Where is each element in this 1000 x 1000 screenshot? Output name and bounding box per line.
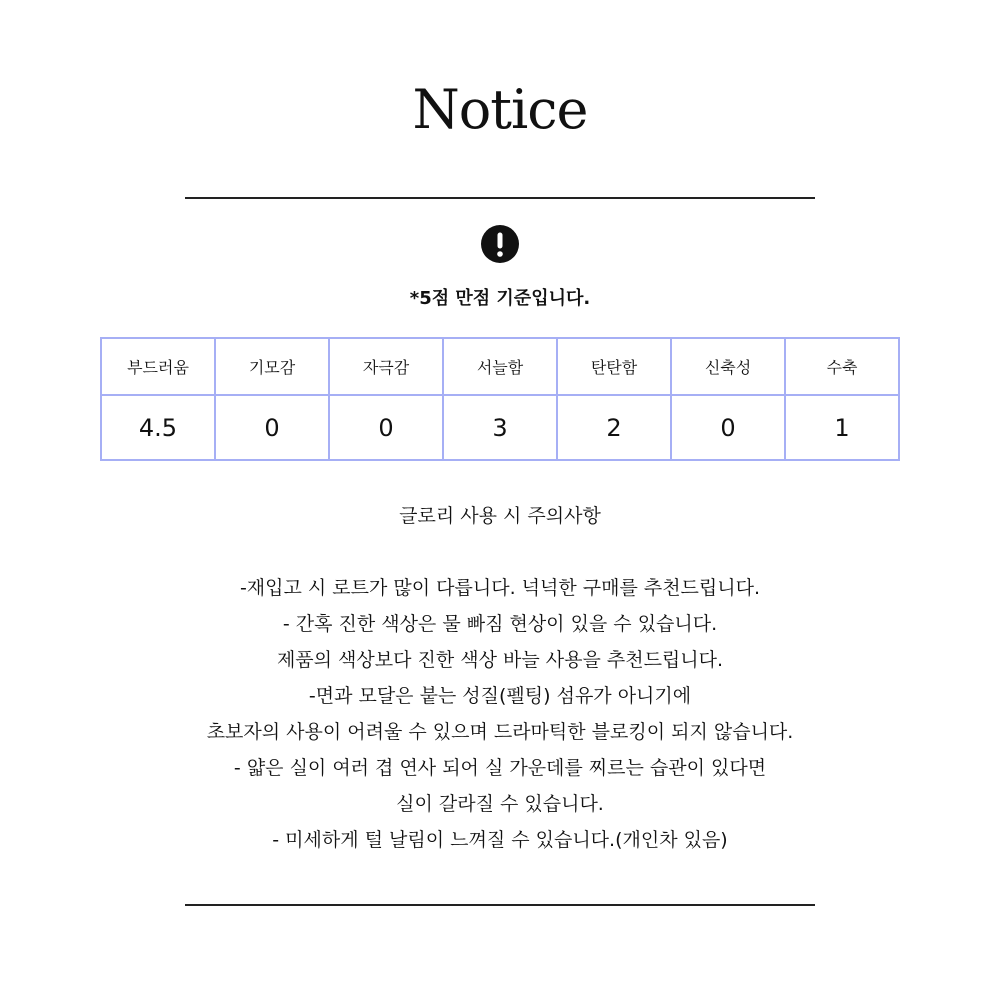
usage-note-line: 실이 갈라질 수 있습니다.: [396, 793, 604, 815]
rating-value-cell: 0: [329, 395, 443, 460]
rating-header-row: [101, 338, 899, 395]
rating-value-cell: 2: [557, 395, 671, 460]
exclamation-circle-icon: [481, 225, 519, 263]
usage-note-line: - 미세하게 털 날림이 느껴질 수 있습니다.(개인차 있음): [272, 829, 728, 851]
top-divider: [185, 197, 815, 199]
usage-notes-heading: 글로리 사용 시 주의사항: [399, 505, 601, 527]
bottom-divider: [185, 904, 815, 906]
rating-value-cell: 4.5: [101, 395, 215, 460]
rating-header-cell: 탄탄함: [557, 338, 671, 395]
rating-header-cell: 수축: [785, 338, 899, 395]
usage-note-line: - 얇은 실이 여러 겹 연사 되어 실 가운데를 찌르는 습관이 있다면: [233, 757, 767, 779]
rating-scale-note: *5점 만점 기준입니다.: [409, 288, 591, 309]
rating-value-cell: 0: [215, 395, 329, 460]
rating-value-row: [101, 395, 899, 460]
rating-header-cell: 서늘함: [443, 338, 557, 395]
rating-value-cell: 0: [671, 395, 785, 460]
rating-value-cell: 3: [443, 395, 557, 460]
usage-note-line: 초보자의 사용이 어려울 수 있으며 드라마틱한 블로킹이 되지 않습니다.: [206, 721, 794, 743]
usage-note-line: 제품의 색상보다 진한 색상 바늘 사용을 추천드립니다.: [276, 649, 724, 671]
usage-note-line: -재입고 시 로트가 많이 다릅니다. 넉넉한 구매를 추천드립니다.: [239, 577, 761, 599]
usage-note-line: - 간혹 진한 색상은 물 빠짐 현상이 있을 수 있습니다.: [282, 613, 718, 635]
rating-header-cell: 자극감: [329, 338, 443, 395]
rating-header-cell: 기모감: [215, 338, 329, 395]
rating-header-cell: 신축성: [671, 338, 785, 395]
usage-notes: [0, 498, 1000, 858]
notice-title: Notice: [412, 78, 588, 141]
rating-header-cell: 부드러움: [101, 338, 215, 395]
rating-value-cell: 1: [785, 395, 899, 460]
fabric-rating-table: [100, 337, 900, 461]
usage-note-line: -면과 모달은 붙는 성질(펠팅) 섬유가 아니기에: [308, 685, 692, 707]
